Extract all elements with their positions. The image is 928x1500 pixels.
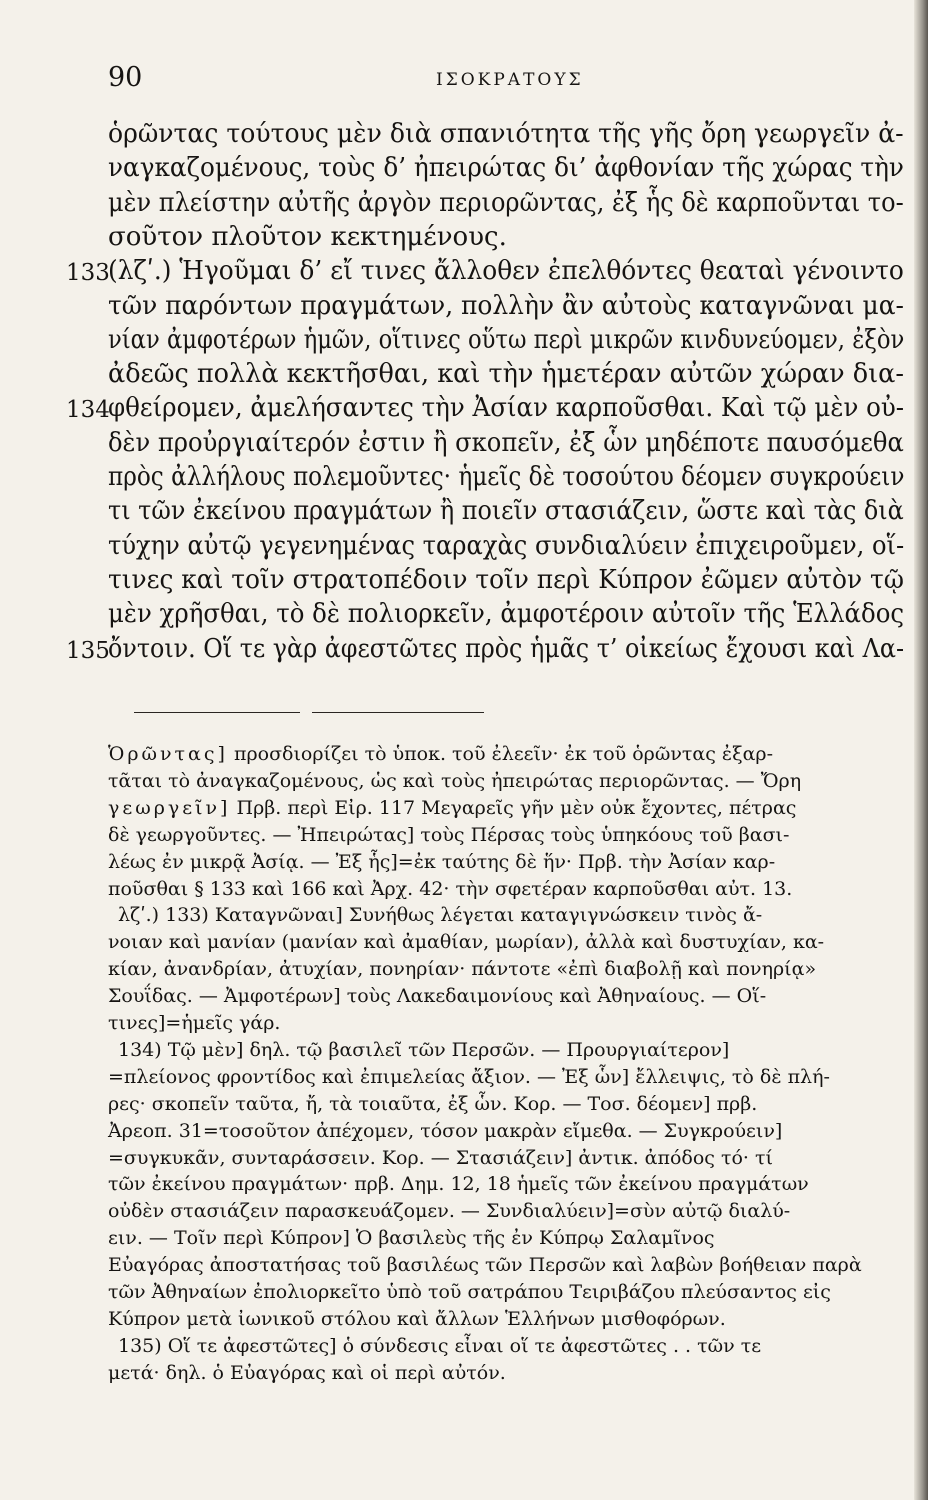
note-line (108, 850, 775, 874)
note-text: λζʹ.) 133) Καταγνῶναι] Συνήθως λέγεται καταγιγνώσκειν τινὸς ἄ- (118, 904, 763, 927)
note-line (118, 1038, 729, 1062)
note-line (108, 1172, 809, 1196)
page-edge (914, 0, 928, 1500)
note-text: Κύπρον μετὰ ἰωνικοῦ στόλου καὶ ἄλλων Ἑλλήνων μισθοφόρων. (108, 1307, 726, 1330)
note-text: Εὐαγόρας ἀποστατήσας τοῦ βασιλέως τῶν Περσῶν καὶ λαβὼν βοήθειαν παρὰ (108, 1254, 862, 1277)
text-line: δὲν προὐργιαίτερόν ἐστιν ἢ σκοπεῖν, ἐξ ὧν μηδέποτε παυσόμεθα (108, 427, 904, 458)
text-line: ναγκαζομένους, τοὺς δ’ ἠπειρώτας δι’ ἀφθονίαν τῆς χώρας τὴν (108, 153, 904, 184)
text-line: τι τῶν ἐκείνου πραγμάτων ἢ ποιεῖν στασιάζειν, ὥστε καὶ τὰς διὰ (108, 496, 904, 527)
running-title: ΙΣΟΚΡΑΤΟΥΣ (436, 70, 584, 90)
note-line (108, 742, 773, 766)
footnote-rule (134, 712, 300, 713)
page-number: 90 (108, 62, 143, 93)
note-lemma: γεωργεῖν] (108, 796, 231, 819)
note-line (108, 1011, 280, 1035)
note-text: Ἀρεοπ. 31=τοσοῦτον ἀπέχομεν, τόσον μακρὰν εἴμεθα. — Συγκρούειν] (108, 1119, 783, 1142)
note-line (108, 1307, 726, 1331)
note-text: λέως ἐν μικρᾷ Ἀσίᾳ. — Ἐξ ἧς]=ἐκ ταύτης δὲ ἥν· Πρβ. τὴν Ἀσίαν καρ- (108, 850, 776, 873)
text-line: φθείρομεν, ἀμελήσαντες τὴν Ἀσίαν καρποῦσθαι. Καὶ τῷ μὲν οὐ- (108, 393, 905, 424)
note-text: νοιαν καὶ μανίαν (μανίαν καὶ ἀμαθίαν, μωρίαν), ἀλλὰ καὶ δυστυχίαν, κα- (108, 931, 825, 954)
note-line (108, 984, 766, 1008)
text-line: μὲν πλείστην αὐτῆς ἀργὸν περιορῶντας, ἐξ ἧς δὲ καρποῦνται το- (108, 187, 904, 218)
text-line: νίαν ἀμφοτέρων ἡμῶν, οἵτινες οὕτω περὶ μικρῶν κινδυνεύομεν, ἐξὸν (108, 324, 905, 355)
note-text: μετά· δηλ. ὁ Εὐαγόρας καὶ οἱ περὶ αὐτόν. (108, 1361, 506, 1384)
note-lemma: Ὁρῶντας] (108, 743, 228, 765)
note-line (108, 769, 801, 793)
note-text: Πρβ. περὶ Εἰρ. 117 Μεγαρεῖς γῆν μὲν οὐκ ἔχοντες, πέτρας (230, 796, 797, 819)
text-line: σοῦτον πλοῦτον κεκτημένους. (108, 221, 507, 252)
note-line (108, 1226, 715, 1250)
note-text: προσδιορίζει τὸ ὑποκ. τοῦ ἐλεεῖν· ἐκ τοῦ ὁρῶντας ἐξαρ- (227, 743, 773, 765)
footnote-rule (312, 712, 484, 713)
note-line (108, 823, 789, 847)
note-line (108, 1199, 790, 1223)
note-text: ποῦσθαι § 133 καὶ 166 καὶ Ἀρχ. 42· τὴν σφετέραν καρποῦσθαι αὐτ. 13. (108, 877, 793, 900)
note-text: τῶν ἐκείνου πραγμάτων· πρβ. Δημ. 12, 18 ἡμεῖς τῶν ἐκείνου πραγμάτων (108, 1173, 809, 1196)
note-line (108, 1065, 830, 1089)
note-line (108, 1253, 862, 1277)
note-text: ρες· σκοπεῖν ταῦτα, ἤ, τὰ τοιαῦτα, ἐξ ὧν. Κορ. — Τοσ. δέομεν] πρβ. (108, 1092, 758, 1115)
section-number: 134 (66, 397, 110, 424)
note-text: οὐδὲν στασιάζειν παρασκευάζομεν. — Συνδιαλύειν]=σὺν αὐτῷ διαλύ- (108, 1200, 791, 1223)
text-line: μὲν χρῆσθαι, τὸ δὲ πολιορκεῖν, ἀμφοτέροιν αὐτοῖν τῆς Ἑλλάδος (108, 599, 905, 630)
note-line (108, 877, 792, 901)
text-line: τύχην αὐτῷ γεγενημένας ταραχὰς συνδιαλύειν ἐπιχειροῦμεν, οἵ- (108, 530, 905, 561)
text-line: (λζʹ.) Ἡγοῦμαι δ’ εἴ τινες ἄλλοθεν ἐπελθόντες θεαταὶ γένοιντο (108, 256, 904, 287)
note-text: 134) Τῷ μὲν] δηλ. τῷ βασιλεῖ τῶν Περσῶν. — Προυργιαίτερον] (118, 1038, 730, 1061)
note-text: κίαν, ἀνανδρίαν, ἀτυχίαν, πονηρίαν· πάντοτε «ἐπὶ διαβολῇ καὶ πονηρίᾳ» (108, 958, 817, 981)
text-line: ὁρῶντας τούτους μὲν διὰ σπανιότητα τῆς γῆς ὄρη γεωργεῖν ἀ- (108, 119, 904, 149)
text-line: τῶν παρόντων πραγμάτων, πολλὴν ἂν αὐτοὺς καταγνῶναι μα- (108, 290, 904, 321)
text-line: ἀδεῶς πολλὰ κεκτῆσθαι, καὶ τὴν ἡμετέραν αὐτῶν χώραν δια- (108, 359, 904, 390)
note-line (108, 1361, 506, 1385)
note-text: τῶν Ἀθηναίων ἐπολιορκεῖτο ὑπὸ τοῦ σατράπου Τειριβάζου πλεύσαντος εἰς (108, 1281, 831, 1303)
text-line: ὄντοιν. Οἵ τε γὰρ ἀφεστῶτες πρὸς ἡμᾶς τ’ οἰκείως ἔχουσι καὶ Λα- (108, 633, 904, 664)
note-line (108, 1119, 782, 1143)
section-number: 133 (66, 260, 110, 287)
note-text: 135) Οἵ τε ἀφεστῶτες] ὁ σύνδεσις εἶναι οἵ τε ἀφεστῶτες . . τῶν τε (118, 1334, 762, 1357)
note-text: Σουΐδας. — Ἀμφοτέρων] τοὺς Λακεδαιμονίους καὶ Ἀθηναίους. — Οἵ- (108, 985, 767, 1008)
note-line (108, 1146, 773, 1170)
note-line (108, 1280, 831, 1304)
note-text: =συγκυκᾶν, συνταράσσειν. Κορ. — Στασιάζειν] ἀντικ. ἀπόδος τό· τί (108, 1146, 773, 1169)
note-line (108, 1092, 757, 1116)
text-line: πρὸς ἀλλήλους πολεμοῦντες· ἡμεῖς δὲ τοσούτου δέομεν συγκρούειν (108, 462, 905, 492)
note-text: τᾶται τὸ ἀναγκαζομένους, ὡς καὶ τοὺς ἠπειρώτας περιορῶντας. — Ὄρη (108, 769, 802, 792)
text-line: τινες καὶ τοῖν στρατοπέδοιν τοῖν περὶ Κύπρον ἐῶμεν αὐτὸν τῷ (108, 564, 904, 595)
note-text: =πλείονος φροντίδος καὶ ἐπιμελείας ἄξιον. — Ἐξ ὧν] ἔλλειψις, τὸ δὲ πλή- (108, 1065, 830, 1088)
note-line (118, 1334, 761, 1358)
note-line (108, 930, 824, 954)
note-line (108, 957, 816, 981)
section-number: 135 (66, 637, 110, 664)
note-line (118, 903, 762, 927)
note-line (108, 796, 796, 820)
note-text: τινες]=ἡμεῖς γάρ. (108, 1012, 281, 1034)
note-text: ειν. — Τοῖν περὶ Κύπρον] Ὁ βασιλεὺς τῆς ἐν Κύπρῳ Σαλαμῖνος (108, 1227, 715, 1250)
note-text: δὲ γεωργοῦντες. — Ἠπειρώτας] τοὺς Πέρσας τοὺς ὑπηκόους τοῦ βασι- (108, 823, 790, 846)
